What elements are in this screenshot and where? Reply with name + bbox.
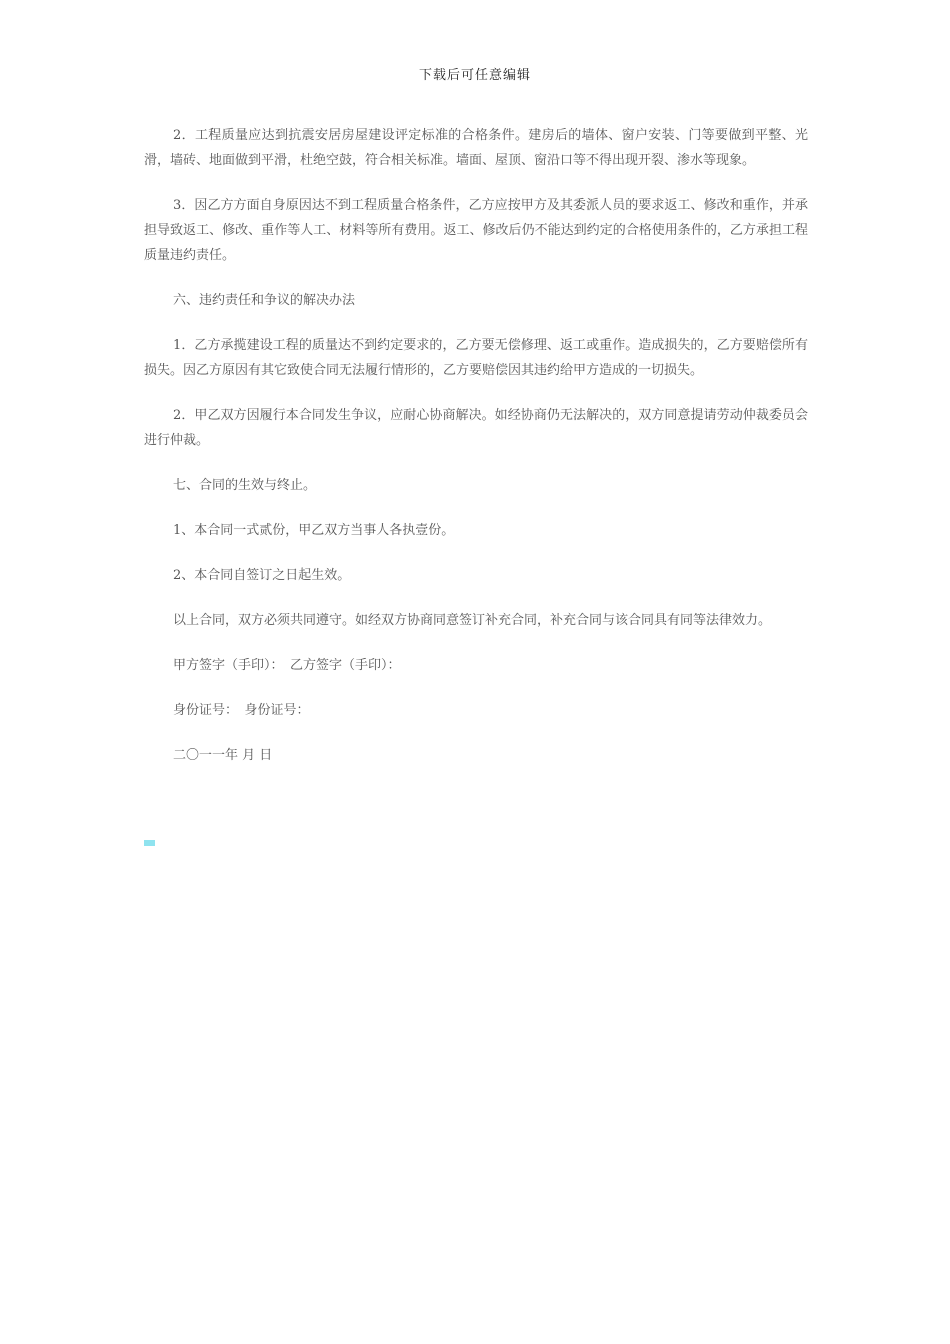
clause-effective-date: 2、本合同自签订之日起生效。 — [173, 568, 351, 583]
document-body — [144, 123, 808, 768]
date-line: 二〇一一年 月 日 — [173, 748, 273, 763]
clause-breach-compensation: 1．乙方承揽建设工程的质量达不到约定要求的，乙方要无偿修理、返工或重作。造成损失的，乙方要赔偿所有损失。因乙方原因有其它致使合同无法履行情形的，乙方要赔偿因其违约给甲方造成的一切损失。 — [144, 338, 808, 378]
clause-dispute-resolution: 2．甲乙双方因履行本合同发生争议，应耐心协商解决。如经协商仍无法解决的，双方同意提请劳动仲裁委员会进行仲裁。 — [144, 408, 808, 448]
text-cursor-marker — [144, 840, 155, 846]
signature-line: 甲方签字（手印）： 乙方签字（手印）： — [173, 658, 401, 673]
section-heading-effect: 七、合同的生效与终止。 — [173, 478, 317, 493]
clause-compliance: 以上合同，双方必须共同遵守。如经双方协商同意签订补充合同，补充合同与该合同具有同等法律效力。 — [173, 613, 772, 628]
id-number-line: 身份证号： 身份证号： — [173, 703, 310, 718]
clause-rework-liability: 3．因乙方方面自身原因达不到工程质量合格条件，乙方应按甲方及其委派人员的要求返工、修改和重作，并承担导致返工、修改、重作等人工、材料等所有费用。返工、修改后仍不能达到约定的合格使用条件的，乙方承担工程质量违约责任。 — [144, 198, 808, 263]
section-heading-breach: 六、违约责任和争议的解决办法 — [173, 293, 356, 308]
clause-copies: 1、本合同一式贰份，甲乙双方当事人各执壹份。 — [173, 523, 455, 538]
page-header: 下载后可任意编辑 — [418, 68, 531, 83]
clause-quality-standard: 2．工程质量应达到抗震安居房屋建设评定标准的合格条件。建房后的墙体、窗户安装、门等要做到平整、光滑，墙砖、地面做到平滑，杜绝空鼓，符合相关标准。墙面、屋顶、窗沿口等不得出现开裂、渗水等现象。 — [144, 128, 808, 168]
